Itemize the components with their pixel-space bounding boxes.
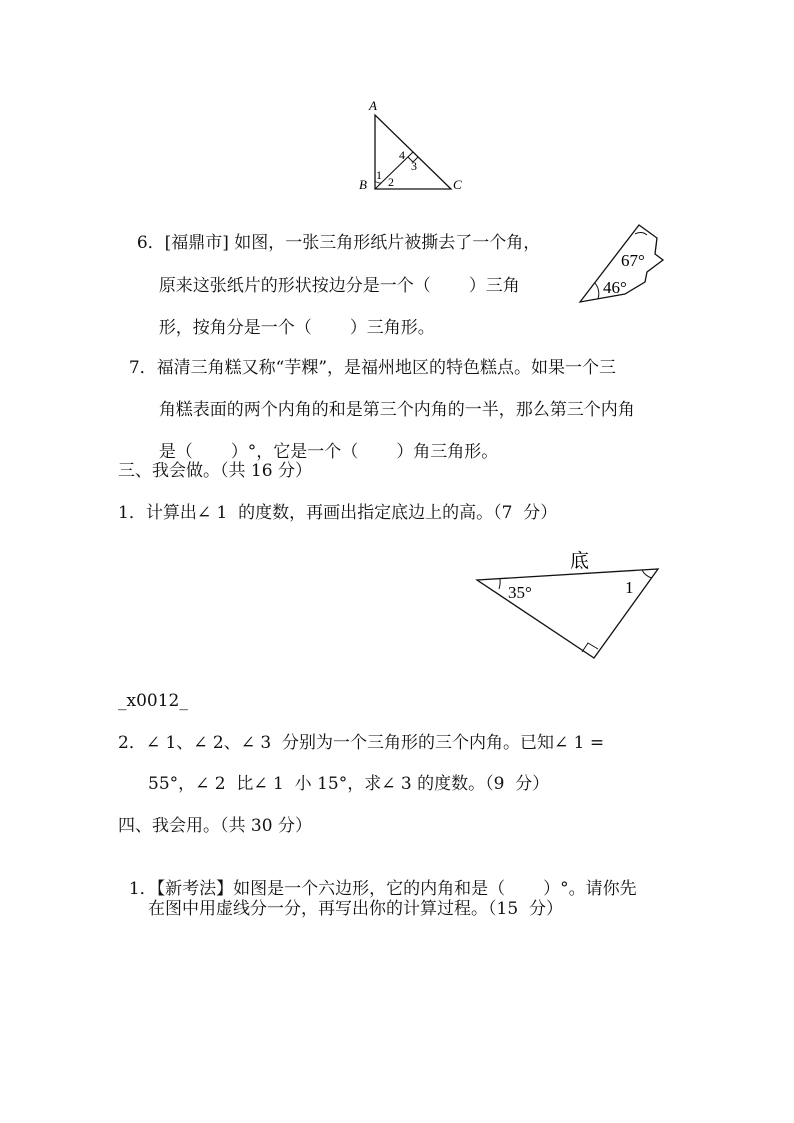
angle-3-label: 3 bbox=[411, 159, 417, 173]
section3-q1: 1．计算出∠ 1 的度数，再画出指定底边上的高。（7 分） bbox=[118, 503, 558, 523]
section4-q1-line1 bbox=[118, 856, 637, 900]
q6-text-2b: ）三角 bbox=[468, 276, 520, 296]
section4-q1-text-a: 1．【新考法】如图是一个六边形，它的内角和是（ bbox=[128, 879, 506, 899]
q7-text-3c: ）角三角形。 bbox=[396, 442, 499, 462]
q6-text-2a: 原来这张纸片的形状按边分是一个（ bbox=[158, 276, 431, 296]
q6-line1 bbox=[126, 210, 540, 254]
section4-q1-line2: 在图中用虚线分一分，再写出你的计算过程。（15 分） bbox=[148, 899, 563, 919]
q6-tag: [福鼎市] bbox=[164, 233, 229, 253]
label-c: C bbox=[453, 177, 462, 192]
section3-q2-line2: 55°，∠ 2 比∠ 1 小 15°，求∠ 3 的度数。（9 分） bbox=[148, 774, 550, 794]
angle-2-label: 2 bbox=[388, 175, 394, 189]
q6-text-3a: 形，按角分是一个（ bbox=[158, 318, 312, 338]
angle-46-label: 46° bbox=[603, 278, 627, 297]
q7-line2 bbox=[148, 377, 635, 421]
q6-line3 bbox=[148, 295, 435, 339]
triangle-abc-figure bbox=[355, 95, 475, 200]
angle-35-label: 35° bbox=[508, 583, 532, 602]
angle-1-mark: 1 bbox=[625, 578, 634, 597]
placeholder-text: _x0012_ bbox=[118, 691, 188, 711]
label-a: A bbox=[369, 98, 377, 113]
section4-title: 四、我会用。（共 30 分） bbox=[118, 816, 312, 836]
q6-text-3b: ）三角形。 bbox=[349, 318, 435, 338]
label-b: B bbox=[359, 177, 367, 192]
angle-1-label: 1 bbox=[376, 168, 382, 182]
q6-line2 bbox=[148, 253, 520, 297]
section3-q2-line1: 2．∠ 1、∠ 2、∠ 3 分别为一个三角形的三个内角。已知∠ 1 = bbox=[118, 733, 605, 753]
q6-number: 6． bbox=[136, 233, 165, 253]
section4-q1-text-b: ）°。请你先 bbox=[543, 879, 637, 899]
section3-title: 三、我会做。（共 16 分） bbox=[118, 461, 312, 481]
angle-4-label: 4 bbox=[399, 148, 405, 162]
q7-text-2: 角糕表面的两个内角的和是第三个内角的一半，那么第三个内角 bbox=[158, 400, 635, 420]
q7-line1 bbox=[118, 335, 616, 379]
q7-number: 7． bbox=[128, 358, 157, 378]
q7-line3 bbox=[148, 419, 498, 463]
base-label: 底 bbox=[570, 550, 590, 572]
q6-text-1: 如图，一张三角形纸片被撕去了一个角， bbox=[228, 233, 541, 253]
torn-triangle-figure bbox=[575, 220, 690, 310]
q7-text-3b: ）°，它是一个（ bbox=[230, 442, 359, 462]
q7-text-3a: 是（ bbox=[158, 442, 193, 462]
angle-67-label: 67° bbox=[621, 251, 645, 270]
base-triangle-figure bbox=[470, 545, 670, 665]
q7-text-1: 福清三角糕又称“芋粿”，是福州地区的特色糕点。如果一个三 bbox=[156, 358, 617, 378]
